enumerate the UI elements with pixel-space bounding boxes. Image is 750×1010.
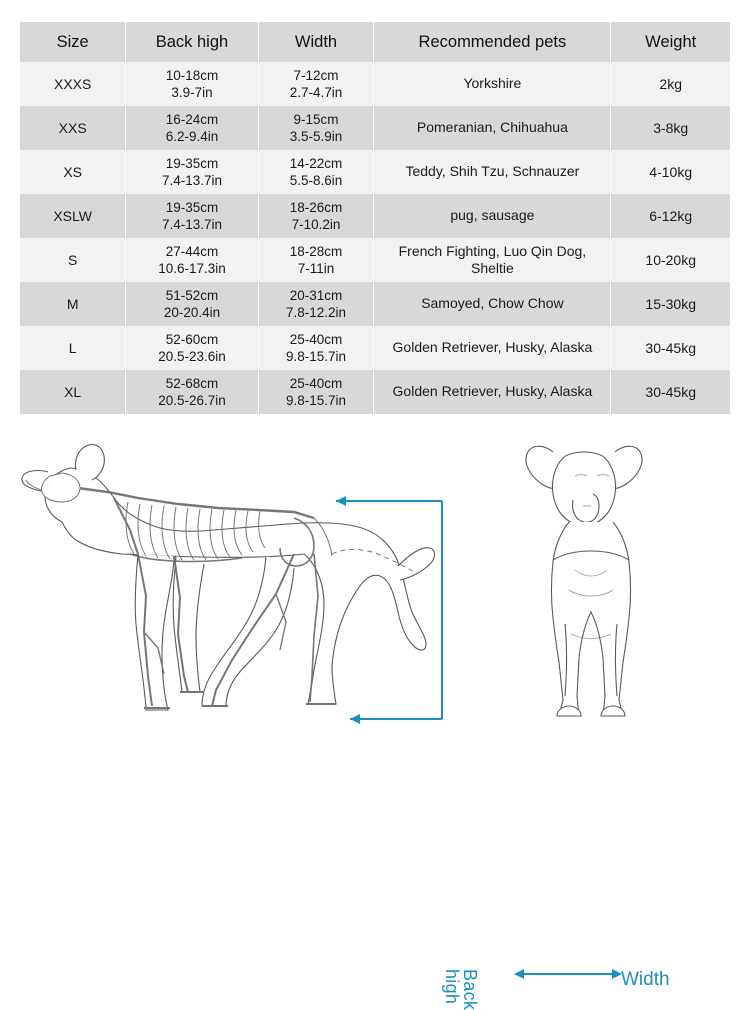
size-table — [20, 22, 730, 414]
cell-back-high — [126, 370, 258, 414]
table-row — [20, 282, 730, 326]
cell-width — [258, 62, 374, 106]
cell-size: L — [20, 326, 126, 370]
back-high-metric: 52-60cm — [165, 331, 219, 347]
arrow-head-left-icon — [514, 969, 524, 979]
cell-back-high — [126, 194, 258, 238]
cell-recommended-pets: Golden Retriever, Husky, Alaska — [374, 326, 611, 370]
cell-size: XSLW — [20, 194, 126, 238]
width-metric: 9-15cm — [293, 111, 339, 127]
width-imperial: 9.8-15.7in — [285, 393, 347, 408]
cell-weight: 4-10kg — [611, 150, 730, 194]
cell-back-high — [126, 62, 258, 106]
width-imperial: 5.5-8.6in — [289, 173, 343, 188]
cell-recommended-pets: pug, sausage — [374, 194, 611, 238]
cell-weight: 3-8kg — [611, 106, 730, 150]
width-metric: 7-12cm — [293, 67, 339, 83]
back-high-imperial: 7.4-13.7in — [161, 217, 222, 232]
cell-width — [258, 150, 374, 194]
dog-front-icon — [505, 434, 680, 724]
table-header-row — [20, 22, 730, 62]
width-imperial: 7.8-12.2in — [285, 305, 347, 320]
column-header-weight: Weight — [611, 22, 730, 62]
cell-size: XXXS — [20, 62, 126, 106]
back-high-metric: 27-44cm — [165, 243, 219, 259]
back-high-metric: 16-24cm — [165, 111, 219, 127]
cell-recommended-pets: Yorkshire — [374, 62, 611, 106]
back-high-metric: 52-68cm — [165, 375, 219, 391]
back-high-metric: 19-35cm — [165, 199, 219, 215]
width-measure-arrow — [512, 962, 624, 986]
width-metric: 14-22cm — [289, 155, 343, 171]
back-high-imperial: 10.6-17.3in — [158, 261, 226, 276]
table-row — [20, 326, 730, 370]
column-header-back-high: Back high — [126, 22, 258, 62]
width-metric: 25-40cm — [289, 375, 343, 391]
width-imperial: 9.8-15.7in — [285, 349, 347, 364]
cell-weight: 30-45kg — [611, 370, 730, 414]
size-chart-page — [0, 22, 750, 1010]
cell-weight: 10-20kg — [611, 238, 730, 282]
arrow-head-left-icon — [336, 496, 346, 506]
back-high-label: Back high — [442, 969, 480, 1010]
width-metric: 18-28cm — [289, 243, 343, 259]
cell-recommended-pets: Pomeranian, Chihuahua — [374, 106, 611, 150]
cell-size: XXS — [20, 106, 126, 150]
back-high-imperial: 20.5-26.7in — [158, 393, 226, 408]
cell-size: XL — [20, 370, 126, 414]
cell-size: M — [20, 282, 126, 326]
arrow-head-left-bottom-icon — [350, 714, 360, 724]
table-row — [20, 370, 730, 414]
width-metric: 18-26cm — [289, 199, 343, 215]
back-high-metric: 19-35cm — [165, 155, 219, 171]
back-high-imperial: 6.2-9.4in — [165, 129, 219, 144]
cell-recommended-pets: Golden Retriever, Husky, Alaska — [374, 370, 611, 414]
cell-back-high — [126, 282, 258, 326]
width-metric: 25-40cm — [289, 331, 343, 347]
cell-width — [258, 106, 374, 150]
cell-back-high — [126, 238, 258, 282]
cell-width — [258, 326, 374, 370]
table-row — [20, 238, 730, 282]
cell-width — [258, 238, 374, 282]
cell-size: XS — [20, 150, 126, 194]
back-high-imperial: 20-20.4in — [163, 305, 221, 320]
cell-size: S — [20, 238, 126, 282]
cell-weight: 30-45kg — [611, 326, 730, 370]
illustration-area — [0, 424, 750, 1010]
width-imperial: 7-11in — [297, 261, 335, 276]
back-high-imperial: 20.5-23.6in — [158, 349, 226, 364]
cell-width — [258, 370, 374, 414]
back-high-measure-bracket — [330, 479, 460, 729]
width-imperial: 7-10.2in — [291, 217, 341, 232]
width-metric: 20-31cm — [289, 287, 343, 303]
column-header-size: Size — [20, 22, 126, 62]
width-imperial: 2.7-4.7in — [289, 85, 343, 100]
cell-back-high — [126, 326, 258, 370]
cell-width — [258, 194, 374, 238]
width-label: Width — [621, 969, 670, 990]
back-high-metric: 10-18cm — [165, 67, 219, 83]
column-header-width: Width — [258, 22, 374, 62]
column-header-recommended-pets: Recommended pets — [374, 22, 611, 62]
back-high-imperial: 3.9-7in — [171, 85, 213, 100]
table-row — [20, 150, 730, 194]
table-row — [20, 194, 730, 238]
back-high-metric: 51-52cm — [165, 287, 219, 303]
cell-width — [258, 282, 374, 326]
cell-back-high — [126, 106, 258, 150]
cell-weight: 15-30kg — [611, 282, 730, 326]
cell-recommended-pets: French Fighting, Luo Qin Dog, Sheltie — [374, 238, 611, 282]
dog-front-view-illustration — [505, 434, 680, 724]
cell-weight: 6-12kg — [611, 194, 730, 238]
width-imperial: 3.5-5.9in — [289, 129, 343, 144]
table-body — [20, 62, 730, 414]
cell-back-high — [126, 150, 258, 194]
table-row — [20, 106, 730, 150]
table-header — [20, 22, 730, 62]
cell-weight: 2kg — [611, 62, 730, 106]
cell-recommended-pets: Teddy, Shih Tzu, Schnauzer — [374, 150, 611, 194]
table-row — [20, 62, 730, 106]
back-high-imperial: 7.4-13.7in — [161, 173, 222, 188]
cell-recommended-pets: Samoyed, Chow Chow — [374, 282, 611, 326]
